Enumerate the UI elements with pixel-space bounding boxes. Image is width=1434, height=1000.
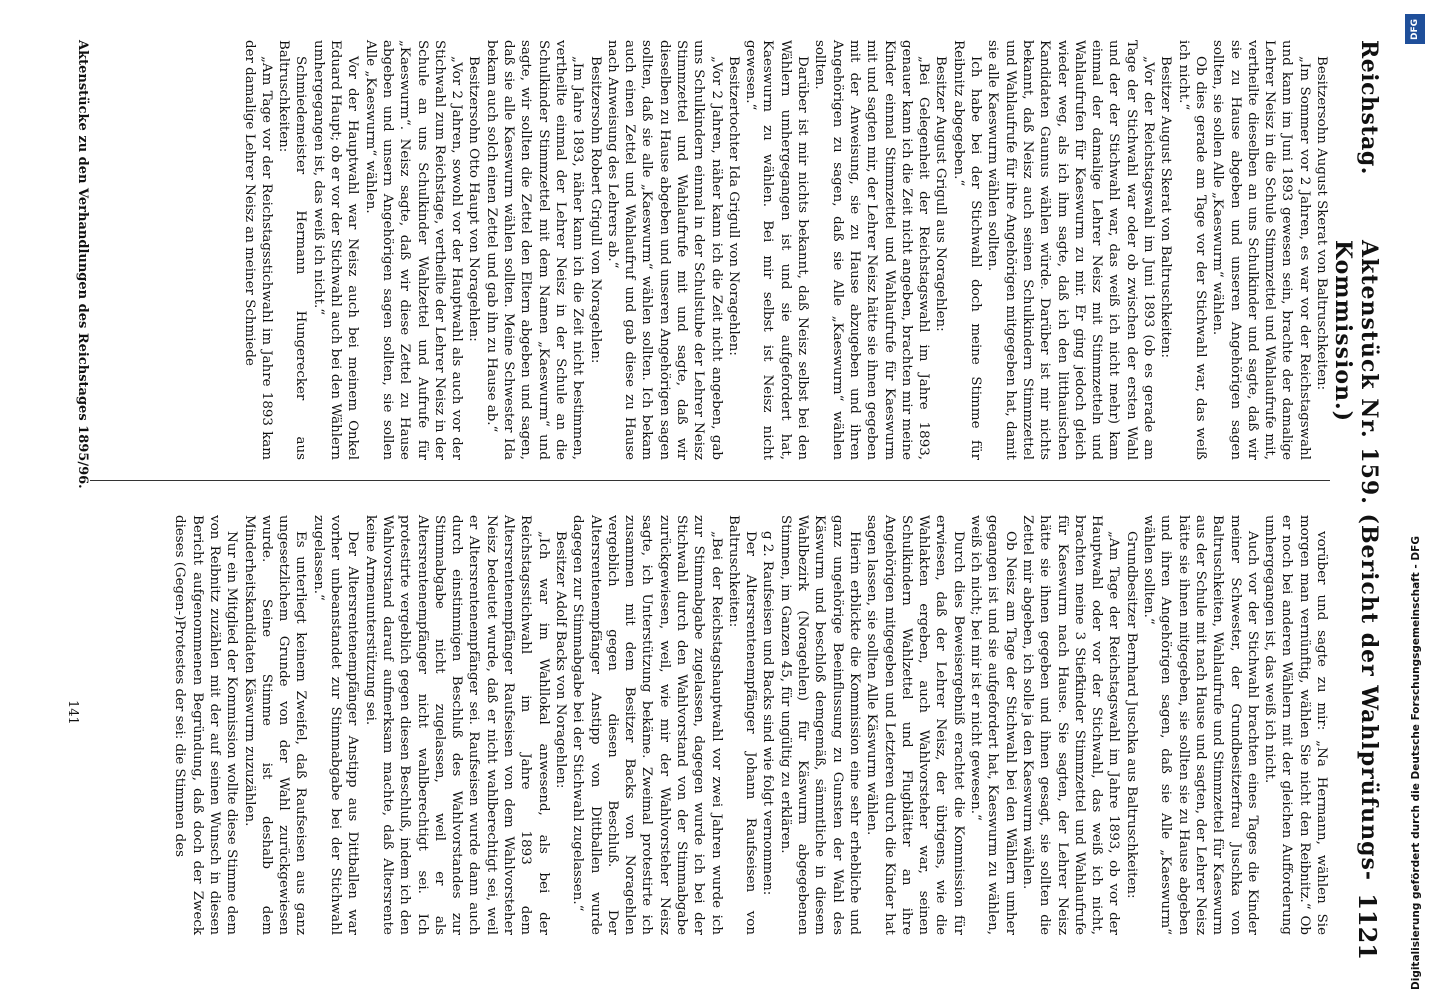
paragraph: „Ich war im Wahllokal anwesend, als bei der Reichstagsstichwahl im Jahre 1893 dem Altersrentenempfänger Raufseisen von dem Wahlvorsteher Neisz bedeutet wurde, daß er nicht wahlberechtigt sei, weil er Altersrentenempfänger sei. Raufseisen wurde dann auch durch einstimmigen Beschluß des Wahlvorstandes zur Stimmabgabe nicht zugelassen, weil er als Altersrentenempfänger nicht wahlberechtigt sei. Ich protestirte vergeblich gegen diesen Beschluß, indem ich den Wahlvorstand darauf aufmerksam machte, daß Altersrente keine Armenunterstützung sei. xyxy=(362,515,551,935)
paragraph: Auch vor der Stichwahl brachten eines Tages die Kinder meiner Schwester, der Grundbesitzerfrau Juschka von Baltruschkeiten, Wahlaufrufe und Stimmzettel für Kaeswurm aus der Schule mit nach Hause und sagten, der Lehrer Neisz hätte sie ihnen mitgegeben, sie sollten sie zu Hause abgeben und ihren Angehörigen sagen, daß sie Alle „Kaeswurm“ wählen sollten.“ xyxy=(1141,515,1260,935)
paragraph: Schmiedemeister Hermann Hungerecker aus Baltruschkeiten: xyxy=(276,40,309,460)
paragraph: „Vor 2 Jahren, sowohl vor der Hauptwahl als auch vor der Stichwahl zum Reichstage, vertheilte der Lehrer Neisz in der Schule an uns Schulkinder Wahlzettel und Aufrufe für „Kaeswurm“. Neisz sagte, daß wir diese Zettel zu Hause abgeben und unsern Angehörigen sagen sollten, sie sollen Alle „Kaeswurm“ wählen. xyxy=(362,40,465,460)
paragraph: Der Altersrentenempfänger Anstipp aus Dittballen war vorher unbeanstandet zur Stimmabgabe bei der Stichwahl zugelassen.“ xyxy=(310,515,361,935)
paragraph: „Im Jahre 1893, näher kann ich die Zeit nicht bestimmen, vertheilte einmal der Lehrer Neisz in der Schule an die Schulkinder Stimmzettel mit dem Namen „Kaeswurm“ und sagte, wir sollten die Zettel den Eltern abgeben und sagen, daß sie alle Kaeswurm wählen sollten. Meine Schwester Ida bekam auch solch einen Zettel und gab ihn zu Hause ab.“ xyxy=(483,40,586,460)
paragraph: Nur ein Mitglied der Kommission wollte diese Stimme dem von Reibnitz zuzählen mit der auf seinen Wunsch in diesen Bericht aufgenommenen Begründung, daß doch der Zweck dieses (Gegen-)Protestes der sei: die Stimmen des xyxy=(172,515,240,935)
paragraph: Besitzer August Grigull aus Noragehlen: xyxy=(933,56,949,332)
paragraph: Vor der Hauptwahl war Neisz auch bei meinem Onkel Eduard Haupt; ob er vor der Stichwahl auch bei den Wählern umhergegangen ist, das weiß ich nicht.“ xyxy=(310,40,361,460)
paragraph: Ob Neisz am Tage der Stichwahl bei den Wählern umher gegangen ist und sie aufgefordert hat, Kaeswurm zu wählen, weiß ich nicht; bei mir ist er nicht gewesen.“ xyxy=(968,515,1018,935)
header-title: Aktenstück Nr. 159. (Bericht der Wahlprüfungs-Kommission.) xyxy=(1330,240,1382,882)
page-number: 1121 xyxy=(1353,893,1382,960)
dfg-logo-icon: DFG xyxy=(1405,14,1425,44)
paragraph: g 2. Raufseisen und Backs sind wie folgt vernommen: xyxy=(760,531,776,896)
paragraph: Besitzer August Skerat von Baltruschkeiten: xyxy=(1158,56,1174,358)
paragraph: Besitzersohn Otto Haupt von Noragehlen: xyxy=(466,56,482,342)
paragraph: Grundbesitzer Bernhard Juschka aus Baltruschkeiten: xyxy=(1123,531,1139,899)
paragraph: „Bei Gelegenheit der Reichstagswahl im Jahre 1893, genauer kann ich die Zeit nicht angeben, brachten mir meine Kinder einmal Stimmzettel und Wahlaufrufe für Kaeswurm mit und sagten mir, der Lehrer Neisz hätte sie ihnen gegeben mit der Anweisung, sie zu Hause abzugeben und ihren Angehörigen zu sagen, daß sie Alle „Kaeswurm“ wählen sollten. xyxy=(812,40,932,460)
paragraph: Darüber ist mir nichts bekannt, daß Neisz selbst bei den Wählern umhergegangen ist und sie aufgefordert hat, Kaeswurm zu wählen. Bei mir selbst ist Neisz nicht gewesen.“ xyxy=(743,40,811,460)
paragraph: „Am Tage vor der Reichstagsstichwahl im Jahre 1893 kam der damalige Lehrer Neisz an meiner Schmiede xyxy=(241,40,274,460)
paragraph: Ich habe bei der Stichwahl doch meine Stimme für Reibnitz abgegeben.“ xyxy=(950,40,984,460)
text-column-right xyxy=(171,515,1330,935)
paragraph: Es unterliegt keinem Zweifel, daß Raufseisen aus ganz ungesetzlichem Grunde von der Wahl zurückgewiesen wurde. Seine Stimme ist deshalb dem Minderheitskandidaten Käswurm zuzuzählen. xyxy=(241,515,309,935)
paragraph: Besitzertochter Ida Grigull von Noragehlen: xyxy=(725,56,741,356)
paragraph: Ob dies gerade am Tage vor der Stichwahl war, das weiß ich nicht.“ xyxy=(1175,40,1208,460)
paragraph: Besitzer Adolf Backs von Noragehlen: xyxy=(552,531,568,789)
text-column-left xyxy=(240,40,1330,460)
paragraph: Der Altersrentenempfänger Johann Raufseisen von Baltruschkeiten: xyxy=(725,515,759,935)
paragraph: Besitzersohn Robert Grigull von Noragehlen: xyxy=(587,56,603,364)
paragraph: Hierin erblickte die Kommission eine sehr erhebliche und ganz ungehörige Beeinflussung zu Gunsten der Wahl des Käswurm und beschloß demgemäß, sämmtliche in diesem Wahlbezirk (Noragehlen) für Käswurm abgegebenen Stimmen, im Ganzen 45, für ungültig zu erklären. xyxy=(777,515,862,935)
paragraph: vorüber und sagte zu mir: „Na Hermann, wählen Sie morgen man vernünftig, wählen Sie nicht den Reibnitz.“ Ob er noch bei anderen Wählern mit der gleichen Aufforderung umhergegangen ist, das weiß ich nicht. xyxy=(1262,515,1329,935)
paragraph: „Am Tage der Reichstagswahl im Jahre 1893, ob vor der Hauptwahl oder vor der Stichwahl, das weiß ich nicht, brachten meine 3 Stiefkinder Stimmzettel und Wahlaufrufe für Kaeswurm nach Hause. Sie sagten, der Lehrer Neisz hätte sie ihnen gegeben und ihnen gesagt, sie sollten die Zettel mir abgeben, ich solle ja den Kaeswurm wählen. xyxy=(1019,515,1122,935)
paragraph: Besitzersohn August Skerat von Baltruschkeiten: xyxy=(1314,56,1329,391)
page-header xyxy=(1330,40,1400,960)
column-divider xyxy=(90,480,1330,481)
digitization-note: Digitalisierung gefördert durch die Deutsche Forschungsgemeinschaft - DFG xyxy=(1410,536,1422,990)
page-footer: Aktenstücke zu den Verhandlungen des Reichstages 1895/96. xyxy=(75,40,90,489)
paragraph: „Bei der Reichstagshauptwahl vor zwei Jahren wurde ich zur Stimmabgabe zugelassen, dagegen wurde ich bei der Stichwahl durch den Wahlvorstand von der Stimmabgabe zurückgewiesen, weil, wie mir der Wahlvorsteher Neisz sagte, ich Unterstützung bekäme. Zweimal protestirte ich zusammen mit dem Besitzer Backs von Noragehlen vergeblich gegen diesen Beschluß. Der Altersrentenempfänger Anstipp von Dittballen wurde dagegen zur Stimmabgabe bei der Stichwahl zugelassen.“ xyxy=(570,515,724,935)
paragraph: Durch dies Beweisergebniß erachtet die Kommission für erwiesen, daß der Lehrer Neisz, der übrigens, wie die Wahlakten ergeben, auch Wahlvorsteher war, seinen Schulkindern Wahlzettel und Flugblätter an ihre Angehörigen mitgegeben und Letzteren durch die Kinder hat sagen lassen, sie sollten Alle Käswurm wählen. xyxy=(864,515,966,935)
page-marker: 141 xyxy=(65,700,80,725)
paragraph: „Vor der Reichstagswahl im Juni 1893 (ob es gerade am Tage der Stichwahl war oder ob zwischen der ersten Wahl und der der Stichwahl war, das weiß ich nicht mehr) kam einmal der damalige Lehrer Neisz mit Stimmzetteln und Wahlaufrufen für Kaeswurm zu mir. Er ging jedoch gleich wieder weg, als ich ihm sagte, daß ich den litthauischen Kandidaten Gaunus wählen würde. Darüber ist mir nichts bekannt, daß Neisz auch seinen Schulkindern Stimmzettel und Wahlaufrufe für ihre Angehörigen mitgegeben hat, damit sie alle Kaeswurm wählen sollten. xyxy=(985,40,1157,460)
paragraph: „Im Sommer vor 2 Jahren, es war vor der Reichstagswahl und kann im Juni 1893 gewesen sein, brachte der damalige Lehrer Neisz in die Schule Stimmzettel und Wahlaufrufe mit, vertheilte dieselben an uns Schulkinder und sagte, daß wir sie zu Hause abgeben und unseren Angehörigen sagen sollten, sie sollen Alle „Kaeswurm“ wählen. xyxy=(1210,40,1312,460)
paragraph: „Vor 2 Jahren, näher kann ich die Zeit nicht angeben, gab uns Schulkindern einmal in der Schulstube der Lehrer Neisz Stimmzettel und Wahlaufrufe mit und sagte, daß wir dieselben zu Hause abgeben und unseren Angehörigen sagen sollten, daß sie alle „Kaeswurm“ wählen sollten. Ich bekam auch einen Zettel und Wahlaufruf und gab diese zu Hause nach Anweisung des Lehrers ab.“ xyxy=(604,40,724,460)
header-left: Reichstag. xyxy=(1356,40,1382,175)
